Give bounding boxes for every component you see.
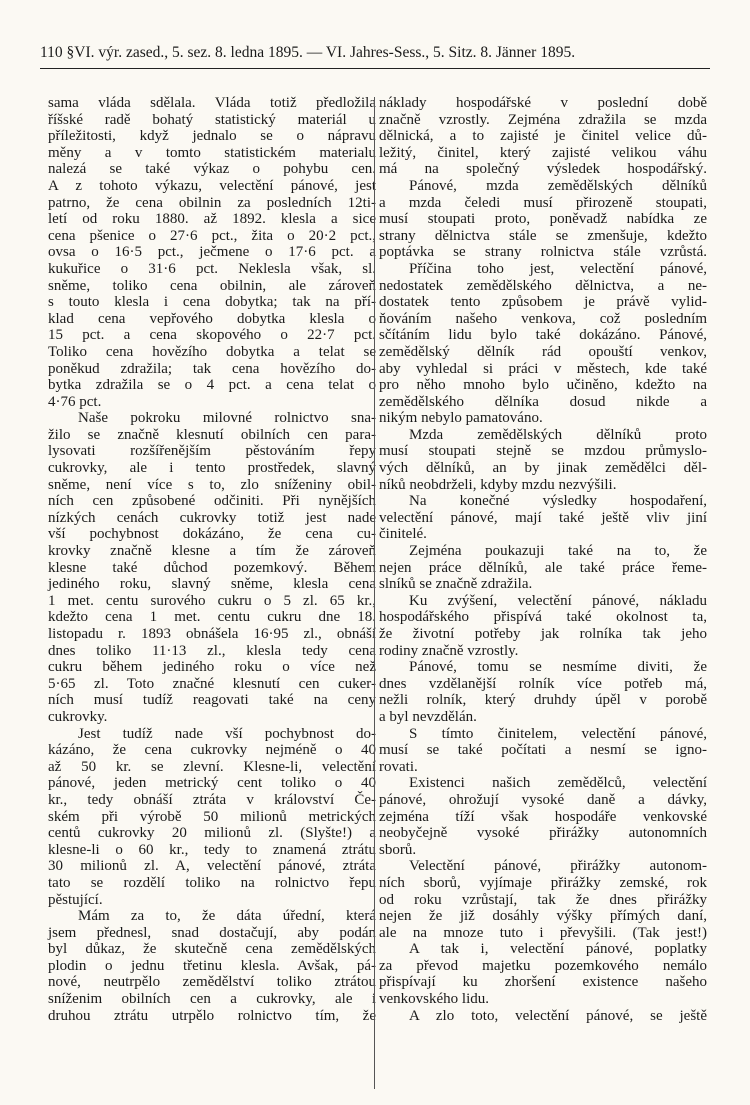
text-line: nejen že již dosáhly výšky přímých daní, [379, 908, 707, 925]
text-line: nežli rolník, který druhdy úpěl v porobě [379, 692, 707, 709]
text-line: 1 met. centu surového cukru o 5 zl. 65 kr., [48, 592, 376, 609]
text-line: Pánové, tomu se nesmíme diviti, že [409, 659, 707, 676]
text-line: plodin o jednu třetinu klesla. Avšak, pá- [48, 957, 376, 974]
text-line: hospodářského přispívá také okolnost ta, [379, 609, 707, 626]
text-line: Ku zvýšení, velectění pánové, nákladu [409, 592, 707, 609]
text-line: aby vyhledal si práci v městech, kde také [379, 360, 707, 377]
text-line: S tímto činitelem, velectění pánové, [409, 725, 707, 742]
text-line: strany dělnictva stále se zmenšuje, kdežto [379, 227, 707, 244]
text-line: a byl nevzdělán. [379, 708, 477, 725]
text-line: vých dělníků, an by jinak zemědělci děl- [379, 460, 707, 477]
text-line: zejména tíží však hospodáře venkovské [379, 808, 707, 825]
text-line: značně vzrostly. Zejména zdražila se mzda [379, 111, 707, 128]
text-line: centů cukrovky 20 milionů zl. (Slyšte!) a [48, 825, 376, 842]
text-line: nejen práce dělníků, ale také práce řeme- [379, 559, 707, 576]
text-line: pro něho mnoho bylo učiněno, kdežto na [379, 377, 707, 394]
text-line: musí se také počítati a nesmí se igno- [379, 742, 707, 759]
text-line: pěstující. [48, 891, 103, 908]
text-line: dnes vzdělanější rolník více potřeb má, [379, 675, 707, 692]
text-line: dnes toliko 11·13 zl., klesla tedy cena [48, 642, 376, 659]
text-line: přispívají ku zhoršení existence našeho [379, 974, 707, 991]
text-line: dostatek tento způsobem je právě vylid- [379, 294, 707, 311]
text-line: ském při výrobě 50 milionů metrických [48, 808, 376, 825]
text-line: ňováním našeho venkova, což posledním [379, 310, 707, 327]
text-line: dělnická, a to zajisté je činitel velice dů- [379, 128, 707, 145]
text-line: žilo se značně klesnutí obilních cen para- [48, 426, 376, 443]
text-line: venkovského lidu. [379, 991, 489, 1008]
text-line: pánové, ohrožují vysoké daně a dávky, [379, 791, 707, 808]
text-line: krovky značně klesne a tím že zároveň [48, 543, 376, 560]
text-line: cukrovky, ale i tento prostředek, slavný [48, 460, 376, 477]
text-line: kukuřice o 31·6 pct. Neklesla však, sl. [48, 260, 376, 277]
text-line: cukrovky. [48, 708, 108, 725]
text-line: klesne také důchod pozemkový. Během [48, 559, 376, 576]
text-line: za převod majetku pozemkového nemálo [379, 957, 707, 974]
text-line: náklady hospodářské v poslední době [379, 95, 707, 111]
header-rule [40, 68, 710, 69]
text-line: druhou ztrátu utrpělo rolnictvo tím, že [48, 1007, 376, 1024]
text-line: vší pochybnost dokázáno, že cena cu- [48, 526, 376, 543]
column-divider [374, 97, 375, 1089]
text-line: Mzda zemědělských dělníků proto [409, 426, 707, 443]
text-line: Jest tudíž nade vší pochybnost do- [78, 725, 376, 742]
text-line: příležitosti, když jednalo se o nápravu [48, 128, 376, 145]
text-line: jsem přednesl, snad dostačují, aby podán [48, 924, 376, 941]
text-line: klad cena vepřového dobytka klesla o [48, 310, 376, 327]
text-line: od roku vzrůstají, tak že dnes přirážky [379, 891, 707, 908]
text-line: a mzda čeledi musí přirozeně stoupati, [379, 194, 707, 211]
text-line: Existenci našich zemědělců, velectění [409, 775, 707, 792]
text-line: ních musí tudíž reagovati také na ceny [48, 692, 376, 709]
text-line: sněme, není více s to, zlo sníženiny obil- [48, 476, 376, 493]
text-line: že životní potřeby jak rolníka tak jeho [379, 626, 707, 642]
text-line: kázáno, že cena cukrovky nejméně o 40 [48, 742, 376, 759]
text-line: Mám za to, že dáta úřední, která [78, 908, 376, 925]
text-line: zemědělského dělníka dosud nikde a [379, 393, 707, 410]
text-line: slníků se značně zdražila. [379, 576, 533, 593]
text-line: nikým nebylo pamatováno. [379, 410, 543, 427]
text-line: A tak i, velectění pánové, poplatky [409, 941, 707, 958]
text-line: 15 pct. a cena skopového o 22·7 pct. [48, 327, 376, 344]
text-line: rovati. [379, 758, 418, 775]
text-line: poptávka se strany rolnictva stále vzrůstá. [379, 244, 707, 261]
text-line: A z tohoto výkazu, velectění pánové, jest [48, 177, 376, 194]
text-line: ležitý, činitel, který zajisté velikou váhu [379, 144, 707, 161]
text-line: Toliko cena hovězího dobytka a telat se [48, 343, 376, 360]
text-line: s touto klesla i cena dobytka; tak na pří- [48, 294, 376, 311]
text-line: kdežto cena 1 met. centu cukru dne 18. [48, 609, 376, 626]
text-line: Naše pokroku milovné rolnictvo sna- [78, 410, 376, 427]
text-line: měny a v tomto statistickém materialu [48, 144, 376, 161]
text-line: 4·76 pct. [48, 393, 102, 410]
text-line: ních sborů, vyjímaje přirážky zemské, rok [379, 874, 707, 891]
text-line: tato se rozdělí toliko na rolnictvo řepu [48, 874, 376, 891]
text-line: sněme, toliko cena obilnin, ale zároveň [48, 277, 376, 294]
text-line: kr., tedy obnáší ztráta v království Če- [48, 791, 376, 808]
text-line: sníženim obilních cen a cukrovky, ale i [48, 991, 376, 1008]
text-line: činitelé. [379, 526, 427, 543]
text-line: Zejména poukazuji také na to, že [409, 543, 707, 560]
text-line: Příčina toho jest, velectění pánové, [409, 260, 707, 277]
text-line: níků neobdrželi, kdyby mzdu nezvýšili. [379, 476, 617, 493]
text-line: sama vláda sdělala. Vláda totiž předložila [48, 95, 376, 111]
text-line: sčítáním lidu bylo také dokázáno. Pánové, [379, 327, 707, 344]
text-line: 30 milionů zl. A, velectění pánové, ztráta [48, 858, 376, 875]
text-line: neobyčejně vysoké přirážky autonomních [379, 825, 707, 842]
text-line: klesne-li o 60 kr., tedy to znamená ztrátu [48, 841, 376, 858]
text-line: cena pšenice o 27·6 pct., žita o 20·2 pct., [48, 227, 376, 244]
text-line: pánové, jeden metrický cent toliko o 40 [48, 775, 376, 792]
text-line: Pánové, mzda zemědělských dělníků [409, 177, 707, 194]
text-line: ních cen způsobené odčiniti. Při nynějších [48, 493, 376, 510]
text-line: nízkých cenách cukrovky totiž jest nade [48, 509, 376, 526]
text-line: velectění pánové, mají také ještě vliv jiní [379, 509, 707, 526]
text-line: Velectění pánové, přirážky autonom- [409, 858, 707, 875]
text-line: cukru během jediného roku o více než [48, 659, 376, 676]
text-line: 5·65 zl. Toto značné klesnutí cen cuker- [48, 675, 376, 692]
text-line: bytka zdražila se o 4 pct. a cena telat o [48, 377, 376, 394]
text-line: lysovati rozšířenějším pěstováním řepy [48, 443, 376, 460]
text-line: Na konečné výsledky hospodaření, [409, 493, 707, 510]
text-line: říšské radě bohatý statistický materiál u [48, 111, 376, 128]
text-line: musí stoupati stejně se mzdou průmyslo- [379, 443, 707, 460]
text-line: ale na mnoze tuto i převyšili. (Tak jest!) [379, 924, 707, 941]
text-line: rodiny značně vzrostly. [379, 642, 519, 659]
text-line: nalezá se také výkaz o pohybu cen. [48, 161, 376, 178]
text-line: jediného roku, slavný sněme, klesla cena [48, 576, 376, 593]
text-line: byl důkaz, že skutečně cena zemědělských [48, 941, 376, 958]
text-line: ovsa o 16·5 pct., ječmene o 17·6 pct. a [48, 244, 376, 261]
text-line: zemědělský dělník rád opouští venkov, [379, 343, 707, 360]
text-line: sborů. [379, 841, 417, 858]
text-line: A zlo toto, velectění pánové, se ještě [409, 1007, 707, 1024]
text-line: nové, neutrpělo zemědělství toliko ztrátou [48, 974, 376, 991]
text-line: až 50 kr. se zlevní. Klesne-li, velectění [48, 758, 376, 775]
text-line: patrno, že cena obilnin za posledních 12ti- [48, 194, 376, 211]
page-header: 110 §VI. výr. zased., 5. sez. 8. ledna 1895. — VI. Jahres-Sess., 5. Sitz. 8. Jänner 1895. [40, 44, 576, 61]
left-column [48, 95, 376, 1024]
text-line: letí od roku 1880. až 1892. klesla a sice [48, 211, 376, 228]
text-line: poněkud zdražila; tak cena hovězího do- [48, 360, 376, 377]
text-line: musí stoupati proto, poněvadž nabídka ze [379, 211, 707, 228]
text-line: listopadu r. 1893 obnášela 16·95 zl., obnáší [48, 626, 376, 642]
right-column [379, 95, 707, 1024]
text-line: nedostatek zemědělského dělnictva, a ne- [379, 277, 707, 294]
text-line: má na společný výsledek hospodářský. [379, 161, 707, 178]
